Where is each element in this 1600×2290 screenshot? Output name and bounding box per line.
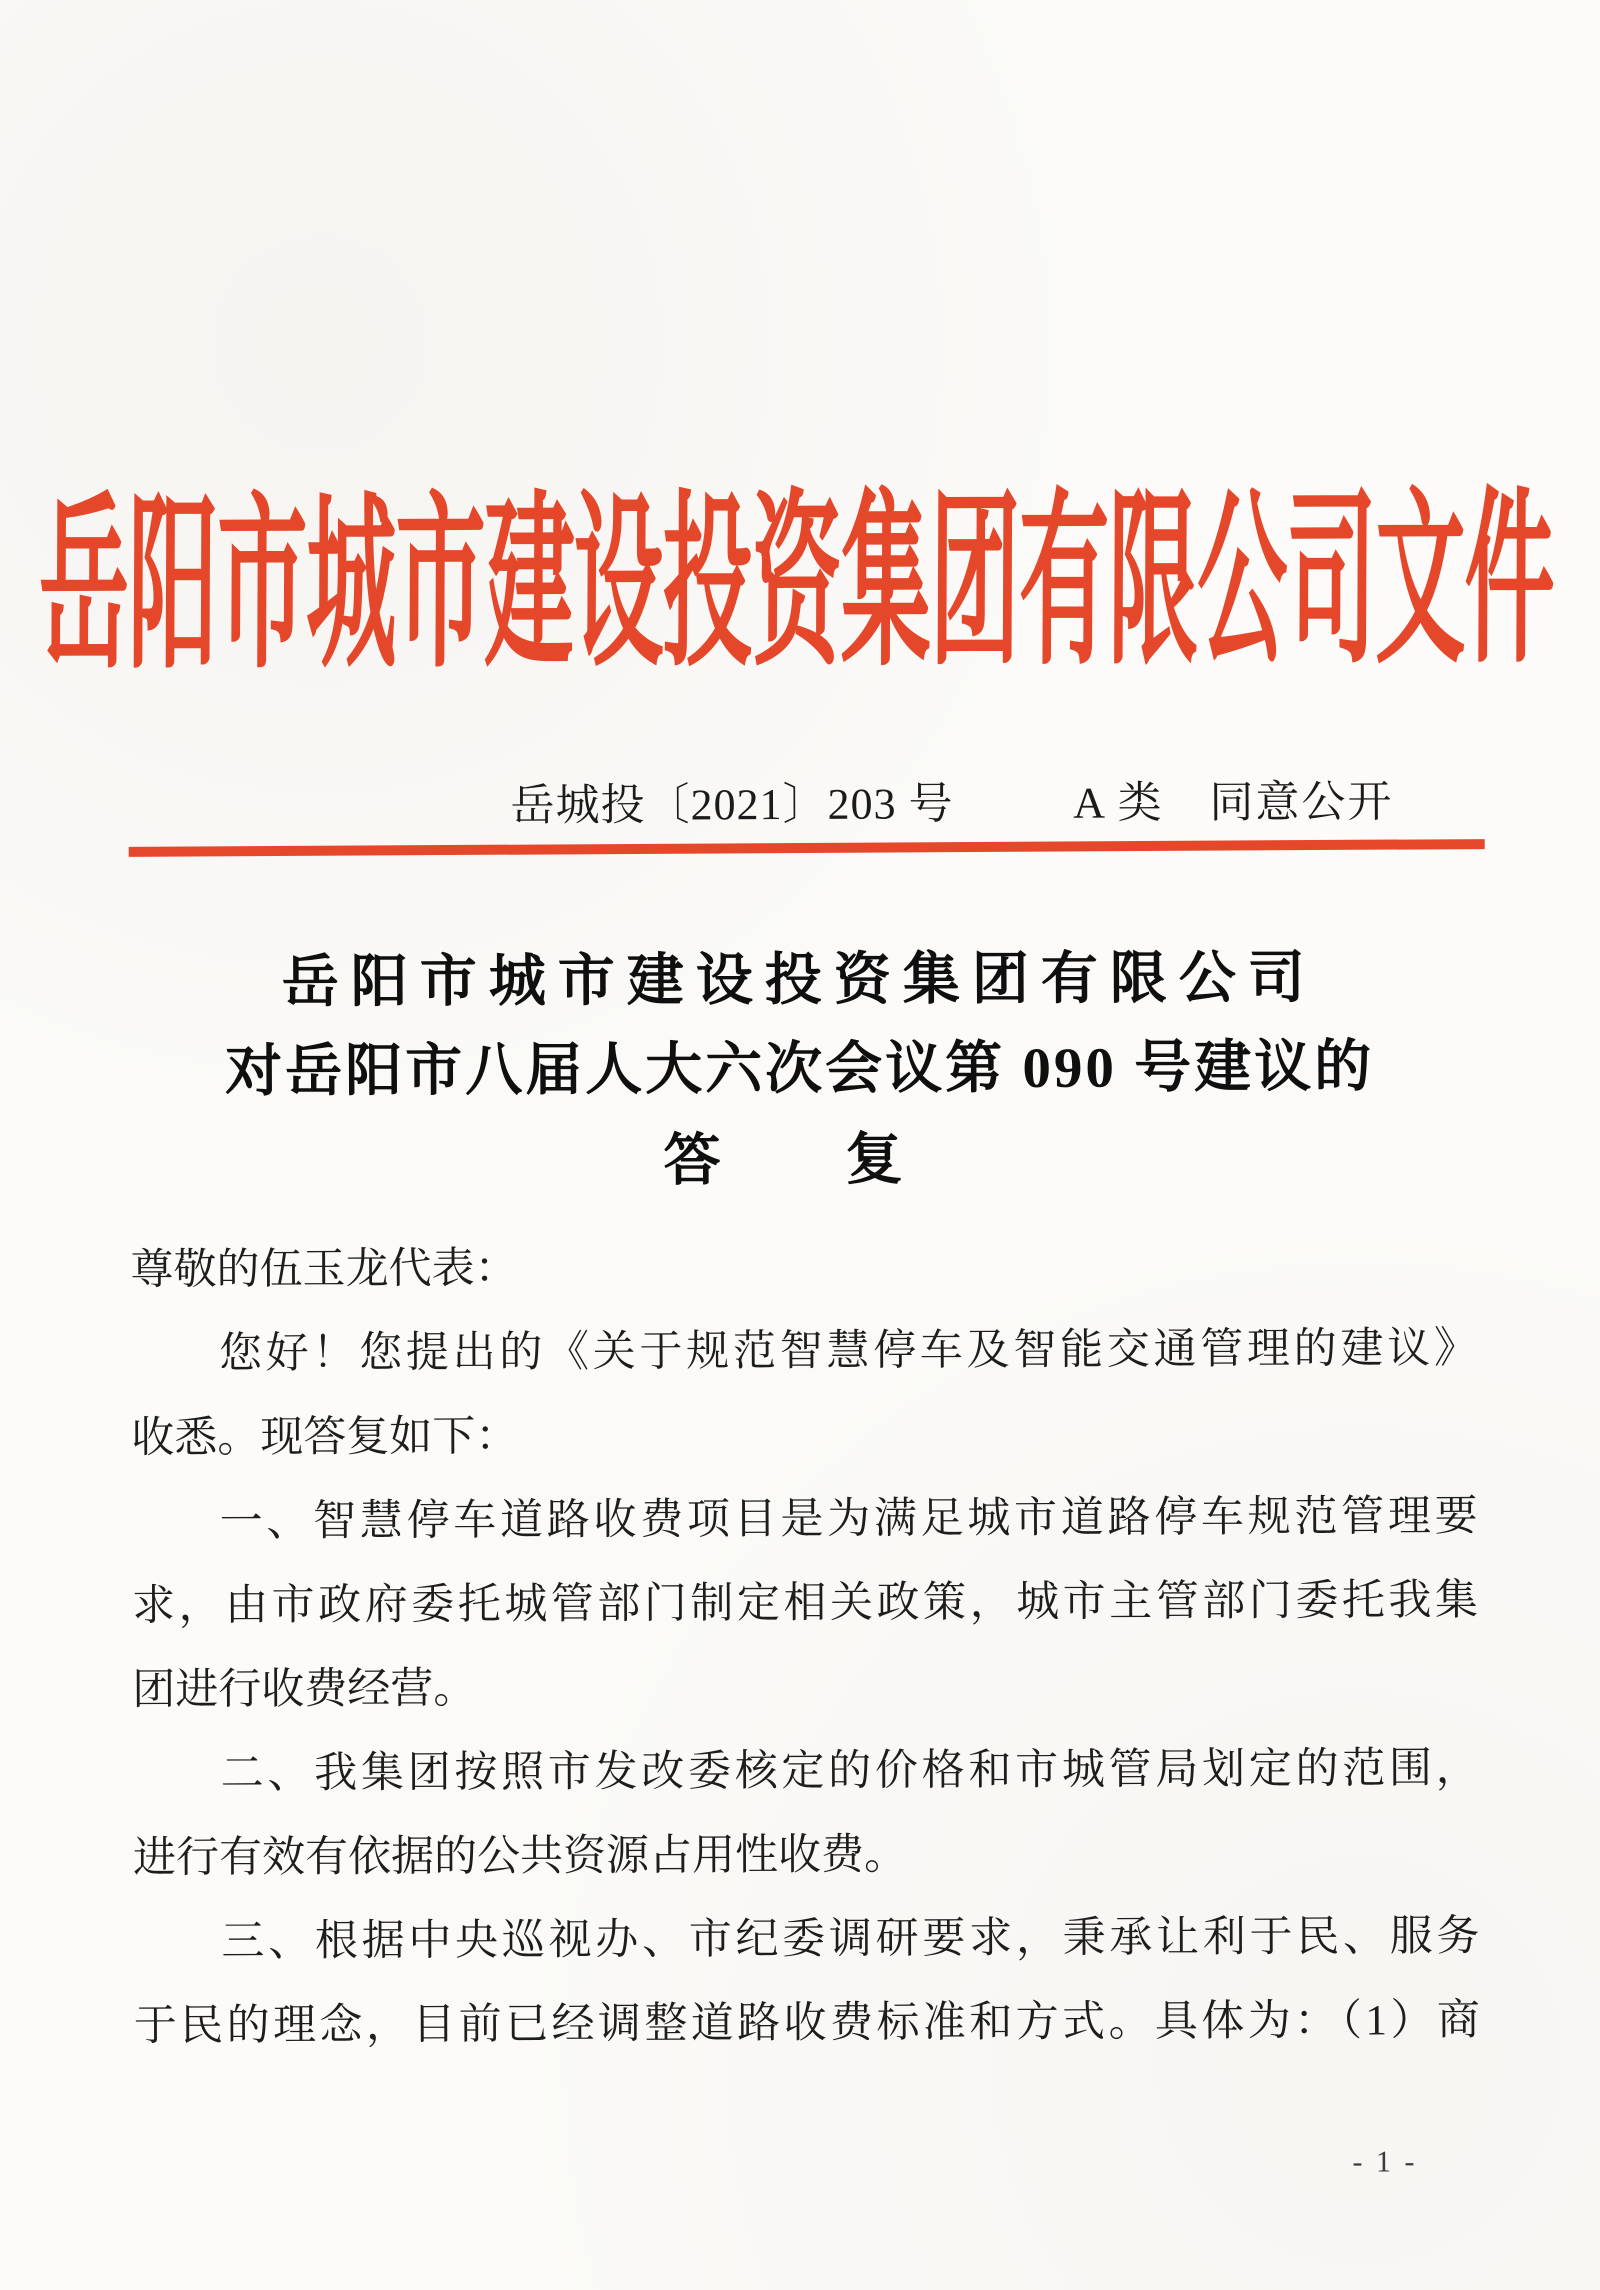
red-separator-rule (129, 839, 1485, 857)
body-line: 您好！您提出的《关于规范智慧停车及智能交通管理的建议》 (218, 1325, 1477, 1378)
body-line: 团进行收费经营。 (132, 1665, 477, 1714)
body-line-salutation: 尊敬的伍玉龙代表： (130, 1245, 518, 1294)
body-line: 二、我集团按照市发改委核定的价格和市城管局划定的范围， (220, 1745, 1479, 1798)
document-title-line-3: 答 复 (663, 1128, 937, 1193)
document-number-row (0, 765, 1599, 831)
document-class-publicity: A 类 同意公开 (1073, 777, 1394, 828)
body-line: 进行有效有依据的公共资源占用性收费。 (133, 1831, 908, 1882)
page-number: - 1 - (1352, 2145, 1418, 2179)
body-line: 一、智慧停车道路收费项目是为满足城市道路停车规范管理要 (219, 1493, 1478, 1546)
document-title-line-2: 对岳阳市八届人大六次会议第 090 号建议的 (225, 1035, 1375, 1104)
document-body (130, 1223, 1480, 2069)
document-number: 岳城投〔2021〕203 号 (510, 779, 954, 831)
body-line: 三、根据中央巡视办、市纪委调研要求，秉承让利于民、服务 (221, 1913, 1480, 1966)
body-line: 于民的理念，目前已经调整道路收费标准和方式。具体为：（1）商 (133, 1997, 1480, 2050)
body-line: 求，由市政府委托城管部门制定相关政策，城市主管部门委托我集 (131, 1577, 1479, 1630)
letterhead-org-title: 岳阳市城市建设投资集团有限公司文件 (38, 476, 1555, 692)
body-line: 收悉。现答复如下： (131, 1413, 519, 1462)
document-title (39, 933, 1560, 1209)
red-letterhead (0, 429, 1597, 692)
document-title-line-1: 岳阳市城市建设投资集团有限公司 (281, 946, 1317, 1015)
